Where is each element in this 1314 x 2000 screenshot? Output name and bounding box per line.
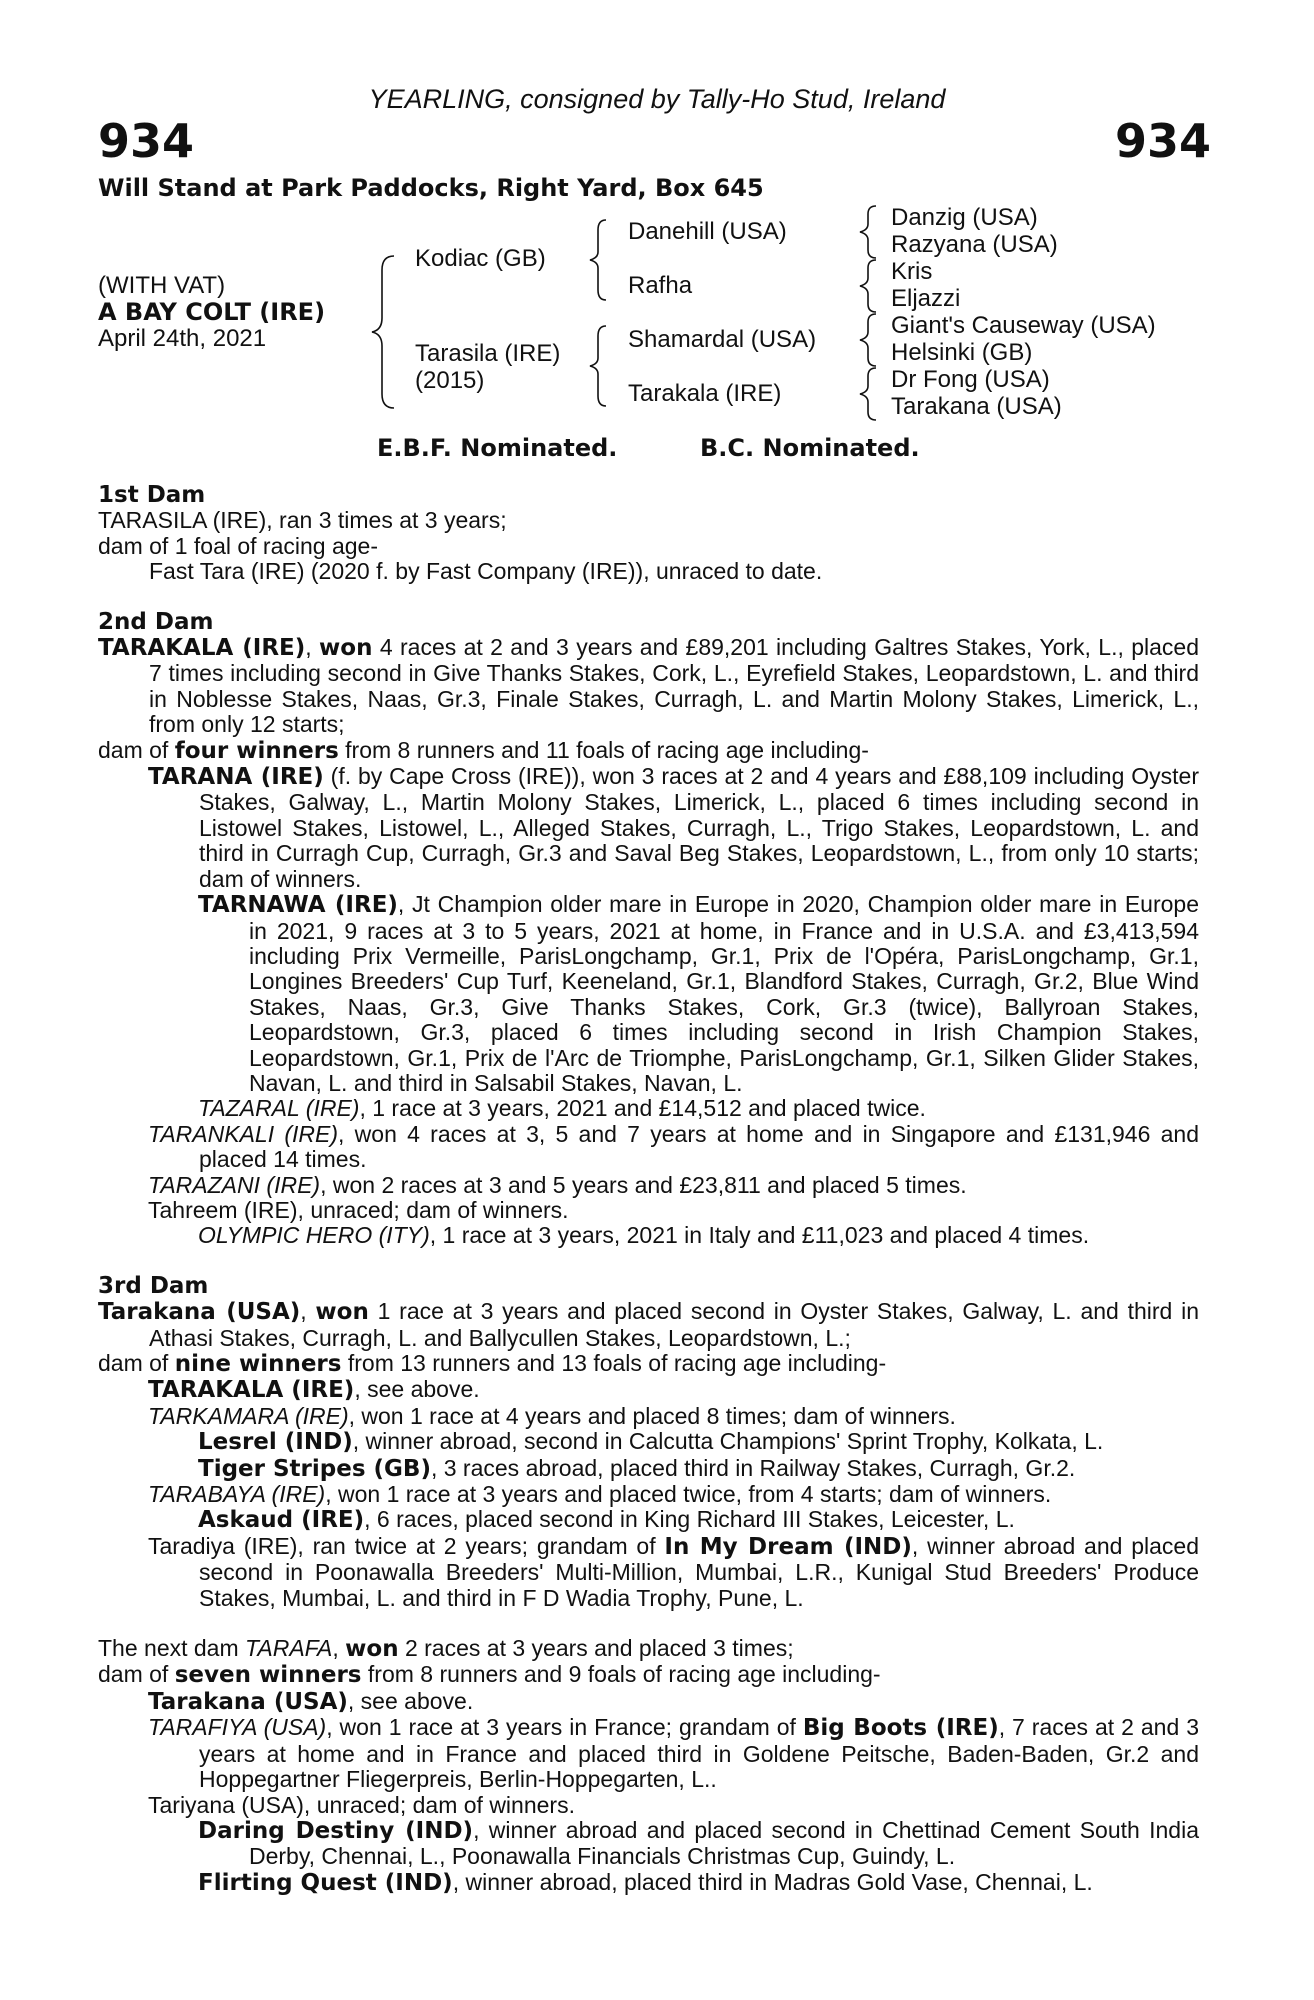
stand-location: Will Stand at Park Paddocks, Right Yard, Box 645 xyxy=(98,174,764,202)
lot-number-left: 934 xyxy=(98,114,195,168)
produce-tarafiya: TARAFIYA (USA), won 1 race at 3 years in France; grandam of Big Boots (IRE), 7 races at 2 and 3 years at home and in France and placed third in Goldene Peitsche, Baden-Baden, Gr.2 and Hoppegartner Fliegerpreis, Berlin-Hoppegarten, L.. xyxy=(148,1714,1199,1793)
pedigree-g8: Tarakana (USA) xyxy=(891,393,1062,420)
produce-tarakala-ref: TARAKALA (IRE), see above. xyxy=(148,1376,480,1404)
foaling-date: April 24th, 2021 xyxy=(98,325,267,352)
pedigree-g5: Giant's Causeway (USA) xyxy=(891,312,1156,339)
pedigree-dam-dam: Tarakala (IRE) xyxy=(628,380,782,407)
pedigree-sire: Kodiac (GB) xyxy=(415,245,546,272)
first-dam-foal: Fast Tara (IRE) (2020 f. by Fast Company (IRE)), unraced to date. xyxy=(149,558,823,585)
brace-g78 xyxy=(860,368,876,420)
produce-tahreem: Tahreem (IRE), unraced; dam of winners. xyxy=(148,1196,569,1223)
horse-name: TARAKALA (IRE) xyxy=(98,635,306,662)
pedigree-g6: Helsinki (GB) xyxy=(891,339,1033,366)
bc-nomination: B.C. Nominated. xyxy=(700,434,920,462)
pedigree-sire-dam: Rafha xyxy=(628,272,693,299)
brace-col1 xyxy=(372,256,394,408)
horse-name: Tarakana (USA) xyxy=(98,1299,301,1326)
brace-sire xyxy=(590,220,606,300)
next-dam-tarafa: The next dam TARAFA, won 2 races at 3 years and placed 3 times; xyxy=(98,1635,794,1663)
pedigree-g3: Kris xyxy=(891,258,933,285)
produce-tarnawa: TARNAWA (IRE), Jt Champion older mare in Europe in 2020, Champion older mare in Europe in 2021, 9 races at 3 to 5 years, 2021 at home, in France and in U.S.A. and £3,413,594 including Prix Vermeille, ParisLongchamp, Gr.1, Prix de l'Opéra, ParisLongchamp, Gr.1, Longines Breeders' Cup Turf, Keeneland, Gr.1, Blandford Stakes, Curragh, Gr.2, Blue Wind Stakes, Naas, Gr.3, Give Thanks Stakes, Cork, Gr.3 (twice), Ballyroan Stakes, Leopardstown, Gr.3, placed 6 times including second in Irish Champion Stakes, Leopardstown, Gr.1, Prix de l'Arc de Triomphe, ParisLongchamp, Gr.1, Silken Glider Stakes, Navan, L. and third in Salsabil Stakes, Navan, L. xyxy=(198,891,1199,1096)
pedigree-dam-sire: Shamardal (USA) xyxy=(628,326,817,353)
produce-tarana: TARANA (IRE) (f. by Cape Cross (IRE)), won 3 races at 2 and 4 years and £88,109 including Oyster Stakes, Galway, L., Martin Molony Stakes, Limerick, L., placed 6 times including second in Listowel Stakes, Listowel, L., Alleged Stakes, Curragh, L., Trigo Stakes, Leopardstown, L. and third in Curragh Cup, Curragh, Gr.3 and Saval Beg Stakes, Leopardstown, L., from only 10 starts; dam of winners. xyxy=(148,763,1199,892)
brace-dam xyxy=(590,326,606,406)
produce-tarankali: TARANKALI (IRE), won 4 races at 3, 5 and 7 years at home and in Singapore and £131,946 and placed 14 times. xyxy=(148,1120,1200,1173)
brace-g34 xyxy=(860,260,876,312)
produce-tarabaya: TARABAYA (IRE), won 1 race at 3 years and placed twice, from 4 starts; dam of winners. xyxy=(148,1481,1052,1508)
lot-number-right: 934 xyxy=(1115,114,1212,168)
produce-tiger-stripes: Tiger Stripes (GB), 3 races abroad, placed third in Railway Stakes, Curragh, Gr.2. xyxy=(198,1454,1076,1482)
produce-tarazani: TARAZANI (IRE), won 2 races at 3 and 5 years and £23,811 and placed 5 times. xyxy=(148,1171,967,1198)
second-dam-produce-intro: dam of four winners from 8 runners and 11 foals of racing age including- xyxy=(98,736,869,764)
consignor-line: YEARLING, consigned by Tally-Ho Stud, Ireland xyxy=(368,84,946,114)
vat-note: (WITH VAT) xyxy=(98,272,226,299)
produce-tarkamara: TARKAMARA (IRE), won 1 race at 4 years and placed 8 times; dam of winners. xyxy=(148,1402,956,1429)
pedigree-g1: Danzig (USA) xyxy=(891,204,1038,231)
brace-g12 xyxy=(860,206,876,258)
third-dam-tarakana: Tarakana (USA), won 1 race at 3 years and placed second in Oyster Stakes, Galway, L. and third in Athasi Stakes, Curragh, L. and Ballycullen Stakes, Leopardstown, L.; xyxy=(98,1298,1199,1351)
produce-tarakana-ref: Tarakana (USA), see above. xyxy=(148,1687,474,1715)
third-dam-heading: 3rd Dam xyxy=(98,1272,209,1299)
horse-name: A BAY COLT (IRE) xyxy=(98,298,326,326)
horse-name: TARANA (IRE) xyxy=(148,764,324,791)
first-dam-heading: 1st Dam xyxy=(98,482,206,508)
produce-daring-destiny: Daring Destiny (IND), winner abroad and placed second in Chettinad Cement South India Derby, Chennai, L., Poonawalla Financials Christmas Cup, Guindy, L. xyxy=(198,1816,1199,1870)
won-label: won xyxy=(315,1299,369,1326)
pedigree-g7: Dr Fong (USA) xyxy=(891,366,1050,393)
third-dam-produce-intro: dam of nine winners from 13 runners and 13 foals of racing age including- xyxy=(98,1350,887,1377)
pedigree-dam: Tarasila (IRE) xyxy=(415,340,561,367)
produce-flirting-quest: Flirting Quest (IND), winner abroad, placed third in Madras Gold Vase, Chennai, L. xyxy=(198,1868,1093,1896)
produce-tazaral: TAZARAL (IRE), 1 race at 3 years, 2021 and £14,512 and placed twice. xyxy=(198,1095,926,1122)
produce-taradiya: Taradiya (IRE), ran twice at 2 years; grandam of In My Dream (IND), winner abroad and placed second in Poonawalla Breeders' Multi-Million, Mumbai, L.R., Kunigal Stud Breeders' Produce Stakes, Mumbai, L. and third in F D Wadia Trophy, Pune, L. xyxy=(148,1532,1200,1611)
second-dam-heading: 2nd Dam xyxy=(98,608,214,635)
first-dam-line: TARASILA (IRE), ran 3 times at 3 years; xyxy=(98,507,507,534)
produce-olympic-hero: OLYMPIC HERO (ITY), 1 race at 3 years, 2021 in Italy and £11,023 and placed 4 times. xyxy=(198,1222,1090,1249)
horse-name: TARNAWA (IRE) xyxy=(198,892,398,919)
pedigree-g4: Eljazzi xyxy=(891,285,961,312)
second-dam-tarakala: TARAKALA (IRE), won 4 races at 2 and 3 years and £89,201 including Galtres Stakes, York, L., placed 7 times including second in Give Thanks Stakes, Cork, L., Eyrefield Stakes, Leopardstown, L. and third in Noblesse Stakes, Naas, Gr.3, Finale Stakes, Curragh, L. and Martin Molony Stakes, Limerick, L., from only 12 starts; xyxy=(98,634,1199,738)
pedigree-sire-sire: Danehill (USA) xyxy=(628,218,787,245)
ebf-nomination: E.B.F. Nominated. xyxy=(377,434,618,462)
pedigree-dam-year: (2015) xyxy=(415,367,485,394)
won-label: won xyxy=(319,635,373,662)
produce-lesrel: Lesrel (IND), winner abroad, second in Calcutta Champions' Sprint Trophy, Kolkata, L. xyxy=(198,1428,1104,1456)
produce-tariyana: Tariyana (USA), unraced; dam of winners. xyxy=(148,1791,575,1818)
produce-askaud: Askaud (IRE), 6 races, placed second in King Richard III Stakes, Leicester, L. xyxy=(198,1506,1015,1534)
next-dam-produce-intro: dam of seven winners from 8 runners and 9 foals of racing age including- xyxy=(98,1661,881,1689)
pedigree-g2: Razyana (USA) xyxy=(891,231,1058,258)
brace-g56 xyxy=(860,314,876,366)
catalogue-body xyxy=(98,483,1199,1896)
first-dam-produce-intro: dam of 1 foal of racing age- xyxy=(98,532,378,559)
